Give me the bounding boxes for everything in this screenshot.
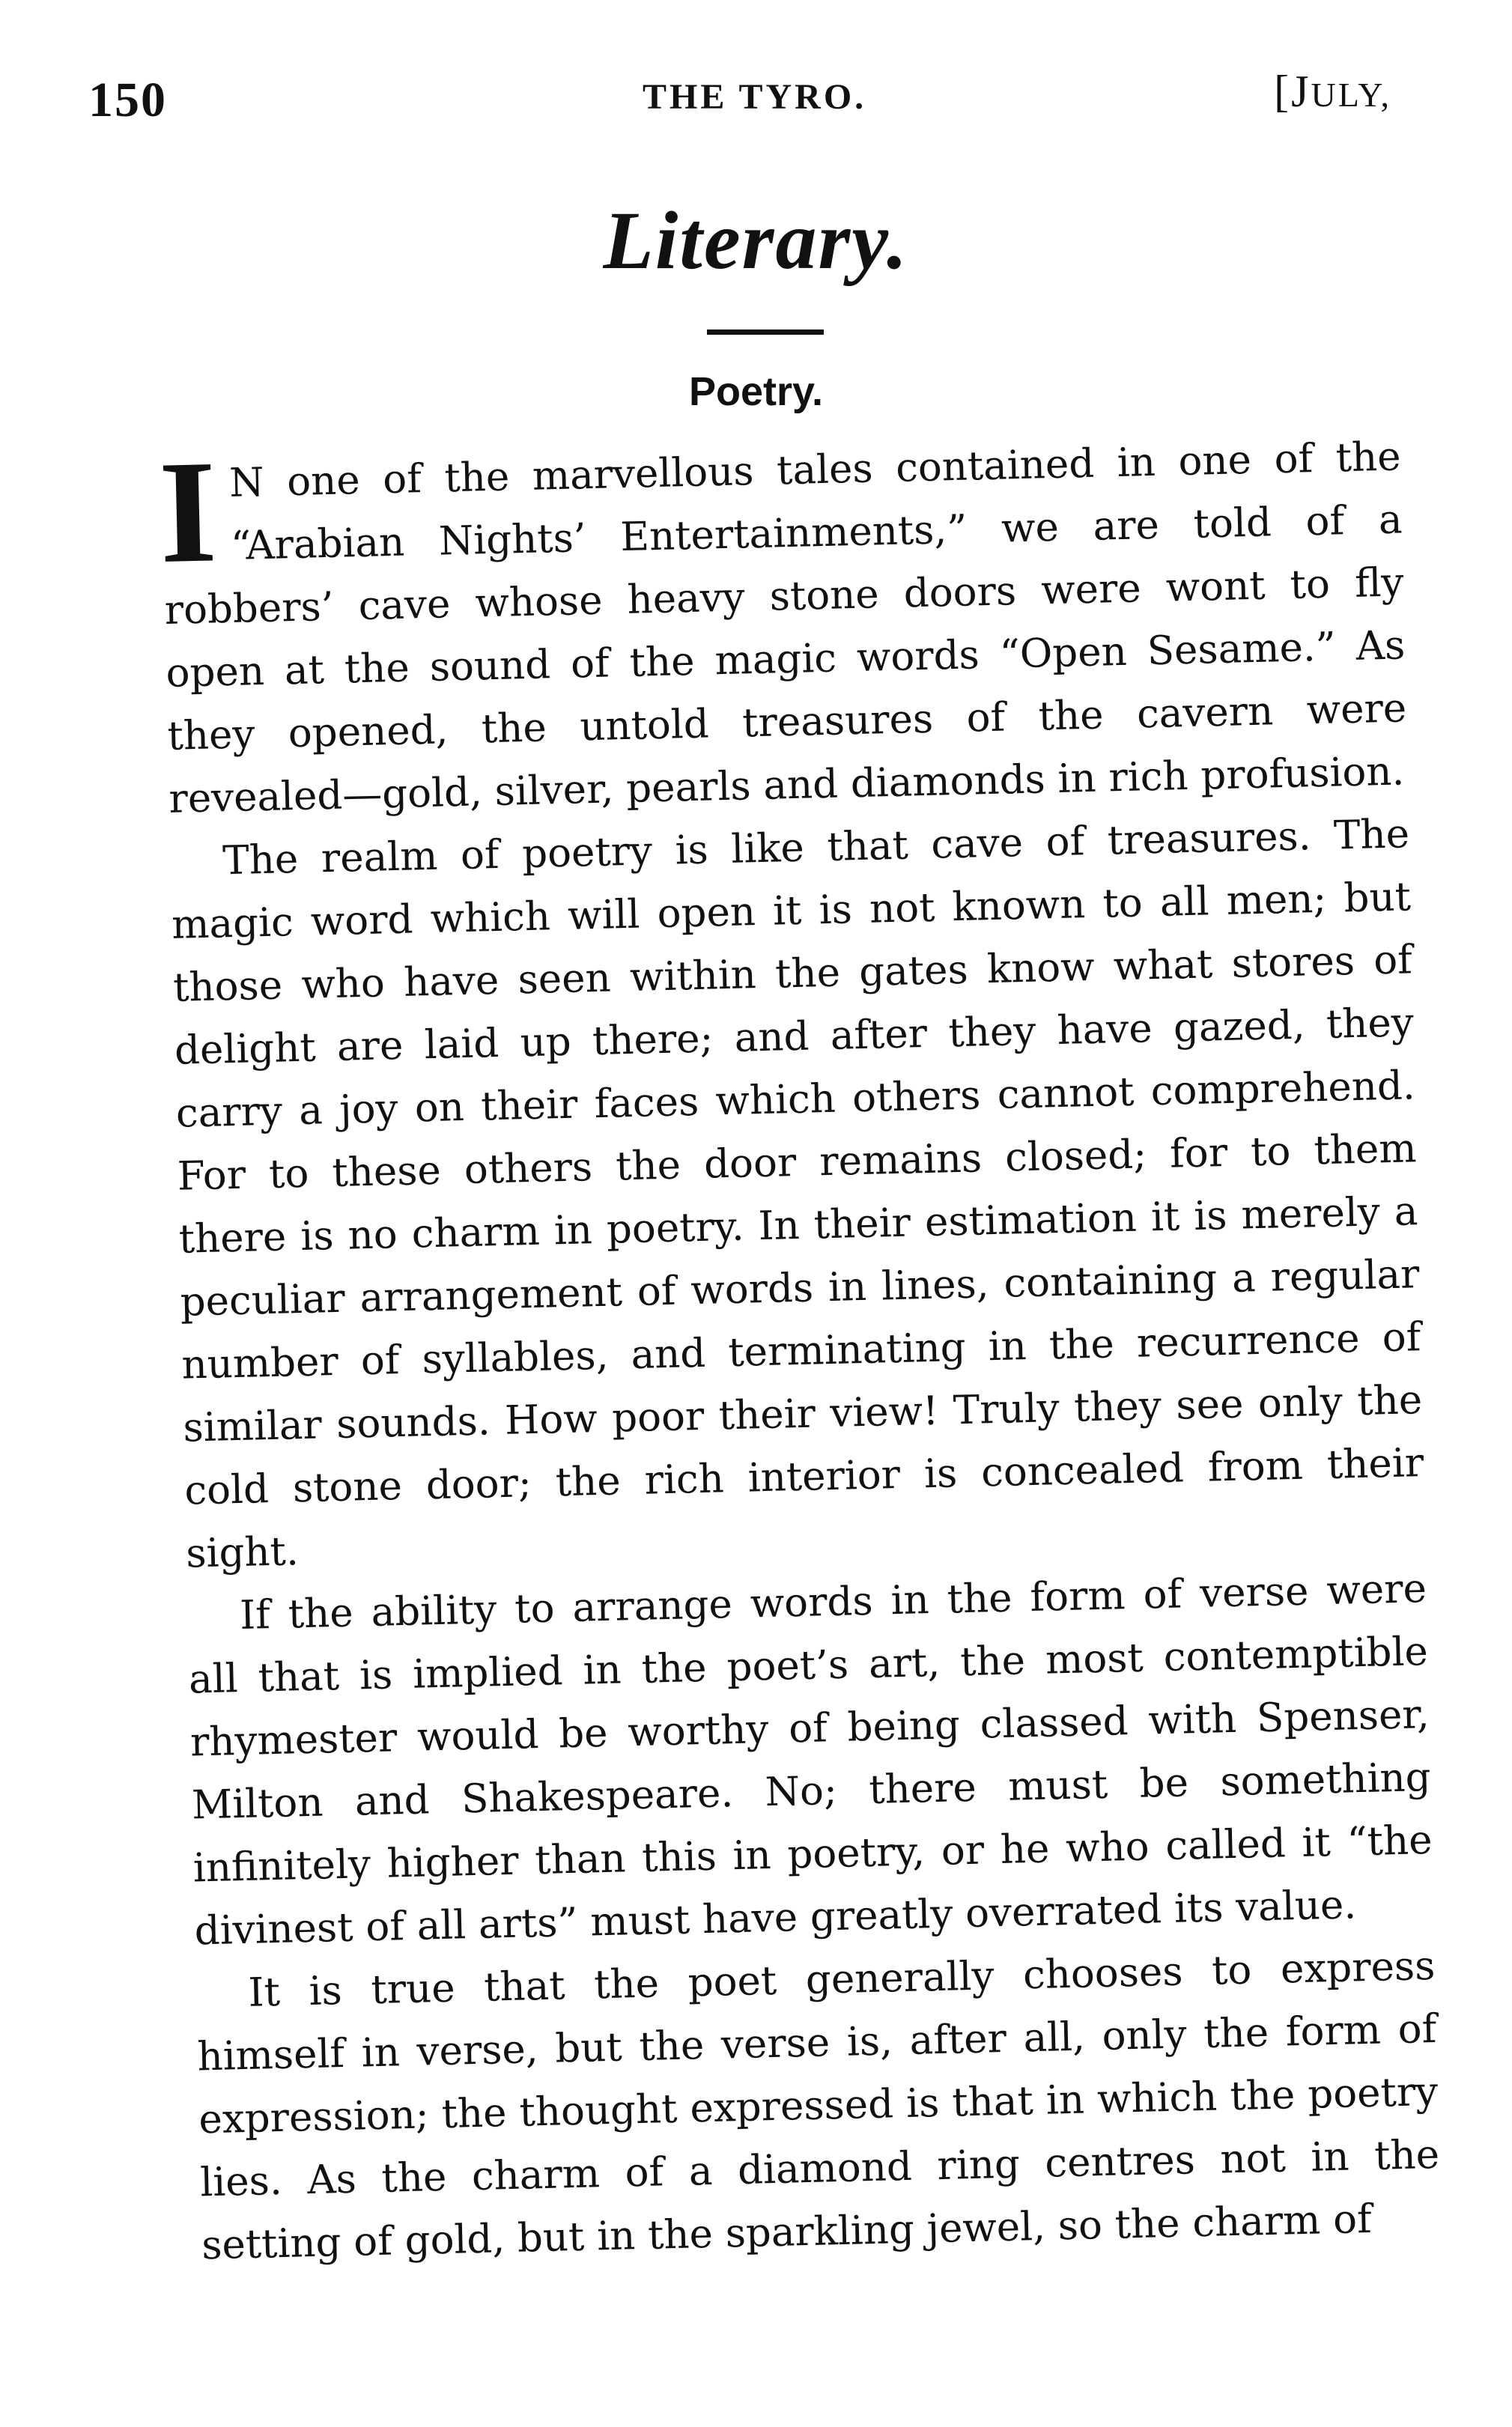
issue-month-initial: [J bbox=[1274, 67, 1311, 116]
section-title: Literary. bbox=[603, 195, 909, 286]
running-head bbox=[88, 66, 1391, 126]
drop-cap: I bbox=[157, 430, 219, 595]
article-body bbox=[157, 425, 1442, 2277]
issue-month-rest: ULY, bbox=[1311, 76, 1391, 114]
issue-month bbox=[1274, 66, 1391, 118]
title-rule bbox=[707, 329, 824, 335]
paragraph-3: If the ability to arrange words in the form of verse were all that is implied in the poet’s art, the most contemptible rhymester would be worthy of being classed with Spenser, Milton and Shakespeare. No; there must be something infinitely higher than this in poetry, or he who called it “the divinest of all arts” must have greatly overrated its value. bbox=[188, 1566, 1433, 1954]
paragraph-1 bbox=[157, 425, 1409, 830]
paragraph-1-text: N one of the marvellous tales contained in one of the “Arabian Nights’ Entertainments,” we are told of a robbers’ cave whose heavy stone doors were wont to fly open at the sound of the magic words “Open Sesame.” As they opened, the untold treasures of the cavern were revealed—gold, silver, pearls and diamonds in rich profusion. bbox=[164, 434, 1407, 822]
paragraph-2: The realm of poetry is like that cave of treasures. The magic word which will open it is not known to all men; but those who have seen within the gates know what stores of delight are laid up there; and after they have gazed, they carry a joy on their faces which others cannot comprehend. For to these others the door remains closed; for to them there is no charm in poetry. In their estimation it is merely a peculiar arrangement of words in lines, containing a regular number of syllables, and terminating in the recurrence of similar sounds. How poor their view! Truly they see only the cold stone door; the rich interior is concealed from their sight. bbox=[171, 811, 1424, 1577]
section-subtitle: Poetry. bbox=[688, 369, 824, 414]
paragraph-4: It is true that the poet generally chooses to express himself in verse, but the verse is, after all, only the form of expression; the thought expressed is that in which the poetry lies. As the charm of a diamond ring centres not in the setting of gold, but in the sparkling jewel, so the charm of bbox=[196, 1942, 1440, 2269]
journal-title: THE TYRO. bbox=[643, 77, 867, 117]
page-number: 150 bbox=[88, 73, 167, 127]
